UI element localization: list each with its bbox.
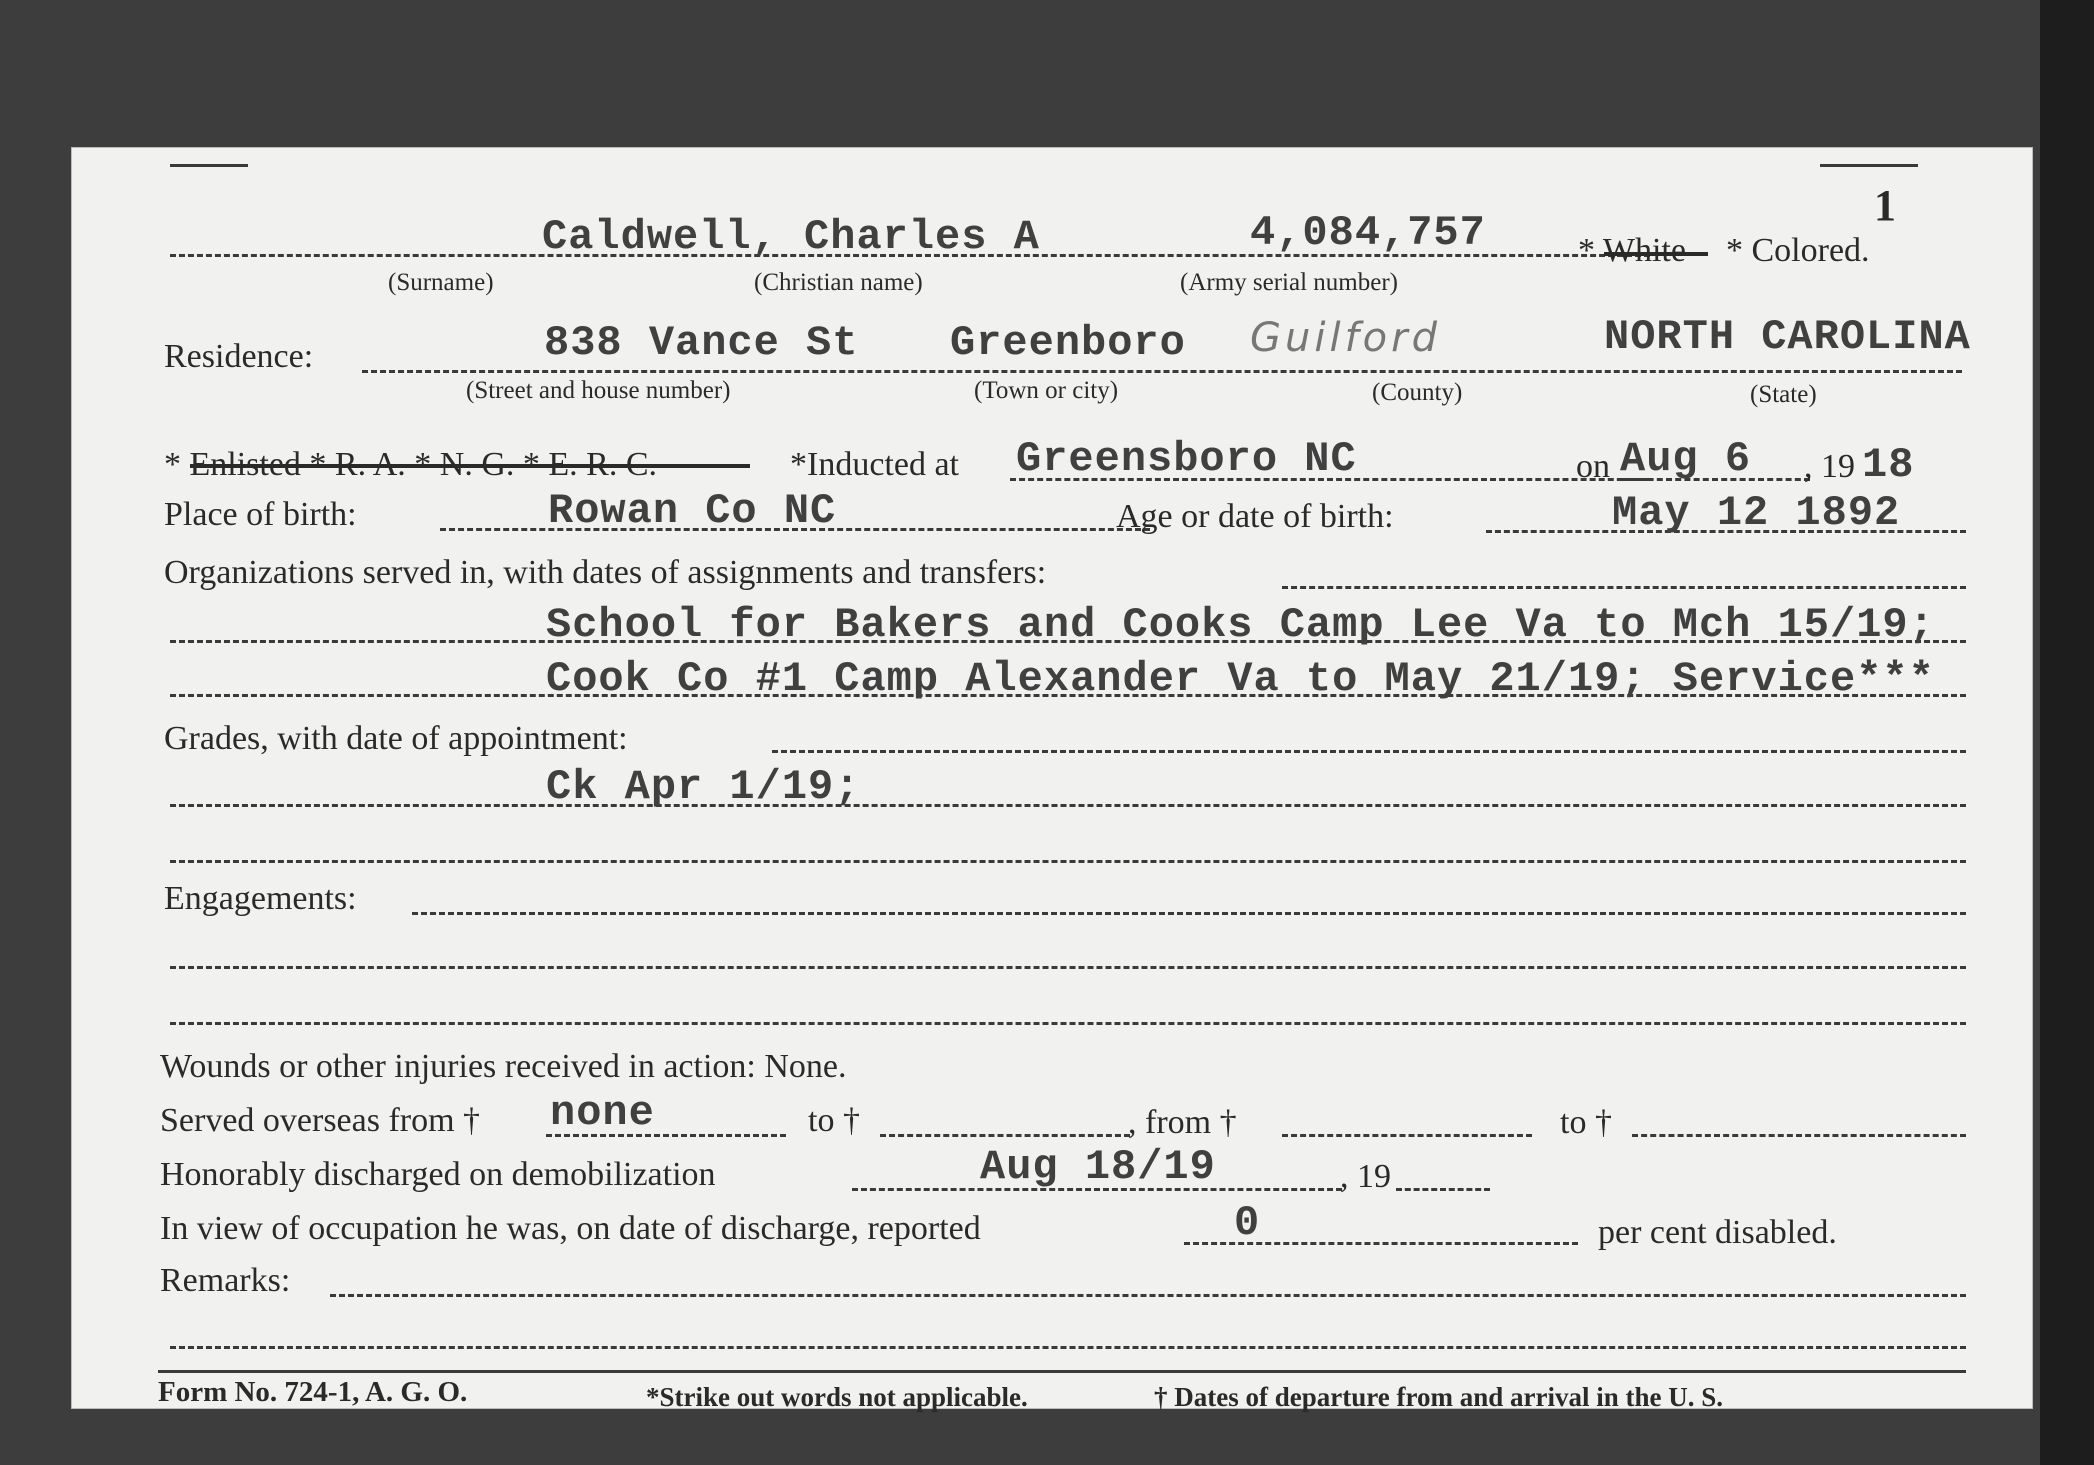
grades-rule-0 [772, 750, 1966, 753]
engagements-rule-2 [170, 1022, 1966, 1025]
card-number: 1 [1874, 181, 1896, 230]
organizations-line-1: School for Bakers and Cooks Camp Lee Va to Mch 15/19; [546, 601, 1935, 649]
overseas-from-label-2: , from † [1128, 1104, 1237, 1141]
remarks-rule-1 [330, 1294, 1966, 1297]
overseas-to-rule [880, 1134, 1130, 1137]
caption-christian: (Christian name) [754, 269, 923, 296]
organizations-rule-0 [1282, 586, 1966, 589]
engagements-label: Engagements: [164, 880, 357, 917]
remarks-label: Remarks: [160, 1262, 291, 1299]
inducted-label: *Inducted at [790, 446, 959, 483]
caption-town: (Town or city) [974, 377, 1119, 404]
dates-note: † Dates of departure from and arrival in the U. S. [1154, 1382, 1723, 1412]
discharge-year-label: , 19 [1340, 1158, 1391, 1195]
discharge-date: Aug 18/19 [980, 1143, 1216, 1191]
caption-county: (County) [1372, 379, 1463, 406]
enlisted-options-struck: * Enlisted * R. A. * N. G. * E. R. C. [164, 446, 658, 483]
form-number: Form No. 724-1, A. G. O. [158, 1376, 468, 1408]
induction-year-prefix: , 19 [1804, 448, 1855, 485]
on-label: on [1576, 448, 1610, 485]
overseas-to-label: to † [808, 1102, 860, 1139]
caption-street: (Street and house number) [466, 377, 731, 404]
engagements-rule-1 [170, 966, 1966, 969]
overseas-from-value: none [550, 1089, 655, 1137]
grades-line-1: Ck Apr 1/19; [546, 763, 861, 811]
disability-suffix: per cent disabled. [1598, 1214, 1837, 1251]
race-colored: * Colored. [1726, 232, 1870, 269]
strike-enlisted [190, 464, 750, 468]
caption-serial: (Army serial number) [1180, 269, 1398, 296]
overseas-from-rule-2 [1282, 1134, 1532, 1137]
race-white-struck: * White [1578, 232, 1686, 269]
caption-state: (State) [1750, 381, 1817, 408]
overseas-label: Served overseas from † [160, 1102, 481, 1139]
birthdate-value: May 12 1892 [1612, 489, 1901, 537]
residence-county: Guilford [1250, 315, 1441, 361]
organizations-label: Organizations served in, with dates of assignments and transfers: [164, 554, 1047, 591]
discharge-year-rule [1396, 1188, 1490, 1191]
strike-white [1604, 252, 1708, 256]
grades-label: Grades, with date of appointment: [164, 720, 628, 757]
serial-number: 4,084,757 [1250, 209, 1486, 257]
top-right-rule [1820, 164, 1918, 167]
footer-rule [158, 1370, 1966, 1373]
birthdate-label: Age or date of birth: [1116, 498, 1394, 535]
overseas-to-label-2: to † [1560, 1104, 1612, 1141]
induction-date: Aug 6 [1620, 435, 1752, 483]
strike-out-note: *Strike out words not applicable. [646, 1382, 1028, 1412]
birthplace-label: Place of birth: [164, 496, 357, 533]
top-left-rule [170, 164, 248, 167]
residence-label: Residence: [164, 338, 314, 375]
organizations-line-2: Cook Co #1 Camp Alexander Va to May 21/19; Service*** [546, 655, 1935, 703]
induction-year-suffix: 18 [1862, 441, 1915, 489]
birthplace-value: Rowan Co NC [548, 487, 837, 535]
remarks-rule-2 [170, 1346, 1966, 1349]
residence-town: Greenboro [950, 319, 1186, 367]
overseas-to-rule-2 [1632, 1134, 1966, 1137]
scan-edge [2040, 0, 2094, 1465]
discharge-label: Honorably discharged on demobilization [160, 1156, 716, 1193]
disability-label: In view of occupation he was, on date of discharge, reported [160, 1210, 981, 1247]
engagements-rule-0 [412, 912, 1966, 915]
residence-street: 838 Vance St [544, 319, 859, 367]
name-value: Caldwell, Charles A [542, 213, 1040, 261]
induction-place: Greensboro NC [1016, 435, 1357, 483]
residence-state: NORTH CAROLINA [1604, 313, 1971, 361]
wounds-text: Wounds or other injuries received in action: None. [160, 1048, 847, 1085]
disability-value: 0 [1234, 1199, 1261, 1247]
grades-rule-1 [170, 804, 1966, 807]
grades-rule-2 [170, 860, 1966, 863]
service-record-card [72, 148, 2032, 1412]
caption-surname: (Surname) [388, 269, 494, 296]
residence-line-rule [362, 370, 1962, 373]
